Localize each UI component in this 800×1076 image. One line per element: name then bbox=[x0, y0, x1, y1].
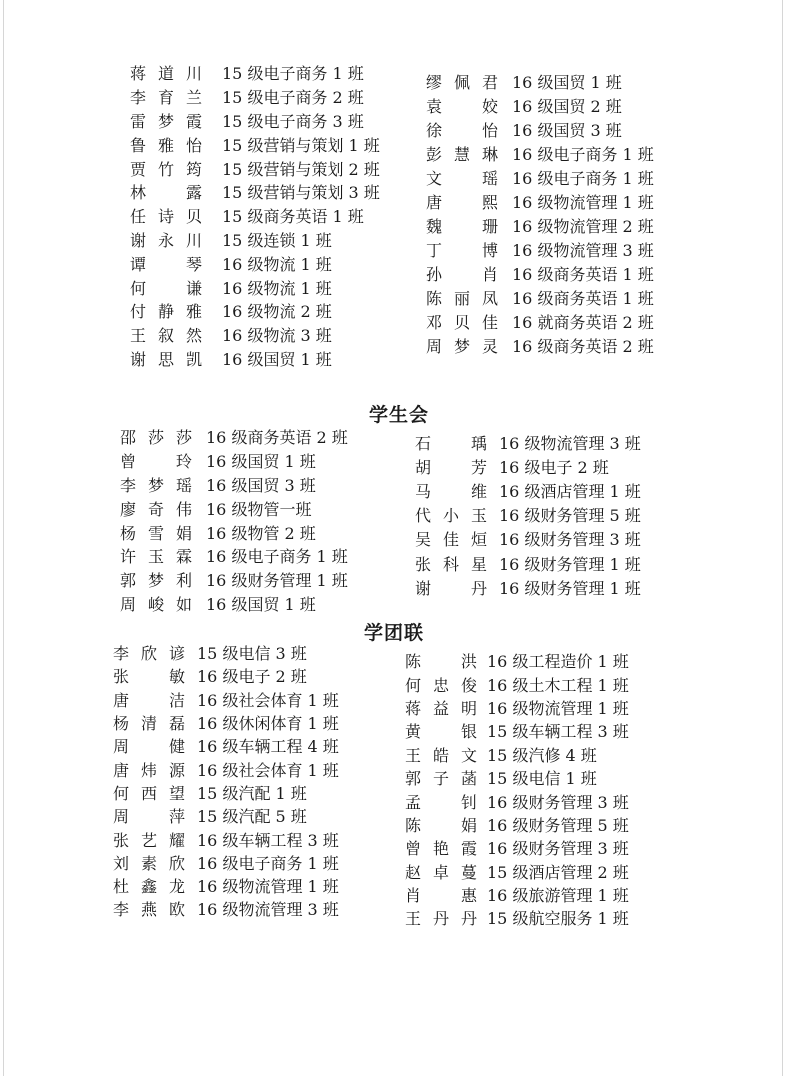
class-name: 15 级汽配 5 班 bbox=[197, 807, 307, 827]
student-name: 肖 惠 bbox=[405, 886, 477, 906]
student-name: 徐 怡 bbox=[426, 120, 498, 140]
class-name: 16 级物流管理 3 班 bbox=[512, 240, 654, 260]
student-name: 谢思凯 bbox=[130, 349, 202, 369]
class-name: 16 级工程造价 1 班 bbox=[487, 652, 629, 672]
scan-edge-right bbox=[782, 0, 783, 1076]
class-name: 16 级土木工程 1 班 bbox=[487, 675, 629, 695]
student-name: 孟 钊 bbox=[405, 792, 477, 812]
class-name: 15 级商务英语 1 班 bbox=[222, 207, 364, 227]
roster-row bbox=[426, 237, 654, 261]
roster-row bbox=[113, 641, 339, 664]
student-name: 邓贝佳 bbox=[426, 312, 498, 332]
class-name: 15 级连锁 1 班 bbox=[222, 230, 332, 250]
roster-row bbox=[130, 204, 380, 228]
class-name: 16 就商务英语 2 班 bbox=[512, 312, 654, 332]
student-name: 林 露 bbox=[130, 183, 202, 203]
student-name: 胡 芳 bbox=[415, 457, 487, 477]
roster-row bbox=[405, 836, 629, 859]
roster-row bbox=[426, 117, 654, 141]
section3-right-column bbox=[405, 649, 629, 930]
class-name: 15 级电子商务 1 班 bbox=[222, 64, 364, 84]
student-name: 陈丽凤 bbox=[426, 288, 498, 308]
section-title-student-union: 学生会 bbox=[369, 404, 430, 426]
student-name: 赵卓蔓 bbox=[405, 862, 477, 882]
student-name: 何 谦 bbox=[130, 278, 202, 298]
roster-row bbox=[405, 860, 629, 883]
class-name: 15 级车辆工程 3 班 bbox=[487, 722, 629, 742]
class-name: 16 级电子商务 1 班 bbox=[512, 144, 654, 164]
class-name: 16 级财务管理 1 班 bbox=[206, 571, 348, 591]
class-name: 15 级电信 1 班 bbox=[487, 769, 597, 789]
roster-row bbox=[130, 132, 380, 156]
class-name: 16 级财务管理 5 班 bbox=[487, 815, 629, 835]
roster-row bbox=[130, 85, 380, 109]
roster-row bbox=[405, 696, 629, 719]
roster-row bbox=[113, 827, 339, 850]
roster-row bbox=[130, 156, 380, 180]
class-name: 16 级物流管理 2 班 bbox=[512, 216, 654, 236]
student-name: 谢永川 bbox=[130, 230, 202, 250]
student-name: 张 敏 bbox=[113, 667, 185, 687]
roster-row bbox=[415, 454, 641, 478]
class-name: 16 级财务管理 1 班 bbox=[499, 578, 641, 598]
roster-row bbox=[130, 299, 380, 323]
class-name: 16 级电子 2 班 bbox=[499, 457, 609, 477]
student-name: 蒋道川 bbox=[130, 64, 202, 84]
student-name: 何西望 bbox=[113, 783, 185, 803]
student-name: 谭 琴 bbox=[130, 254, 202, 274]
class-name: 15 级营销与策划 3 班 bbox=[222, 183, 380, 203]
roster-row bbox=[426, 333, 654, 357]
student-name: 周峻如 bbox=[120, 594, 192, 614]
class-name: 15 级航空服务 1 班 bbox=[487, 909, 629, 929]
student-name: 周 萍 bbox=[113, 807, 185, 827]
class-name: 16 级国贸 1 班 bbox=[512, 72, 622, 92]
student-name: 谢 丹 bbox=[415, 578, 487, 598]
roster-row bbox=[113, 664, 339, 687]
roster-row bbox=[405, 719, 629, 742]
student-name: 周梦灵 bbox=[426, 336, 498, 356]
student-name: 雷梦霞 bbox=[130, 111, 202, 131]
roster-row bbox=[130, 109, 380, 133]
student-name: 蒋益明 bbox=[405, 698, 477, 718]
roster-row bbox=[120, 544, 348, 568]
roster-row bbox=[130, 61, 380, 85]
class-name: 16 级旅游管理 1 班 bbox=[487, 886, 629, 906]
roster-row bbox=[130, 275, 380, 299]
student-name: 李育兰 bbox=[130, 88, 202, 108]
student-name: 唐炜源 bbox=[113, 760, 185, 780]
roster-row bbox=[130, 228, 380, 252]
class-name: 16 级物流 2 班 bbox=[222, 302, 332, 322]
student-name: 鲁雅怡 bbox=[130, 135, 202, 155]
student-name: 唐 熙 bbox=[426, 192, 498, 212]
student-name: 陈 洪 bbox=[405, 652, 477, 672]
class-name: 16 级休闲体育 1 班 bbox=[197, 714, 339, 734]
class-name: 16 级物流 1 班 bbox=[222, 278, 332, 298]
roster-row bbox=[415, 527, 641, 551]
class-name: 16 级电子商务 1 班 bbox=[206, 547, 348, 567]
student-name: 张科星 bbox=[415, 554, 487, 574]
student-name: 李梦瑶 bbox=[120, 475, 192, 495]
roster-row bbox=[426, 285, 654, 309]
student-name: 唐 洁 bbox=[113, 690, 185, 710]
class-name: 15 级电信 3 班 bbox=[197, 644, 307, 664]
student-name: 杜鑫龙 bbox=[113, 877, 185, 897]
student-name: 邵莎莎 bbox=[120, 428, 192, 448]
class-name: 16 级国贸 3 班 bbox=[206, 475, 316, 495]
student-name: 杨清磊 bbox=[113, 714, 185, 734]
student-name: 李欣谚 bbox=[113, 644, 185, 664]
class-name: 15 级电子商务 3 班 bbox=[222, 111, 364, 131]
roster-row bbox=[113, 874, 339, 897]
roster-row bbox=[113, 804, 339, 827]
student-name: 陈 娟 bbox=[405, 815, 477, 835]
class-name: 16 级电子商务 1 班 bbox=[512, 168, 654, 188]
roster-row bbox=[426, 141, 654, 165]
class-name: 15 级汽配 1 班 bbox=[197, 783, 307, 803]
class-name: 16 级物流管理 1 班 bbox=[487, 698, 629, 718]
section2-right-column bbox=[415, 430, 641, 599]
section1-left-column bbox=[130, 61, 380, 370]
student-name: 孙 肖 bbox=[426, 264, 498, 284]
roster-row bbox=[415, 551, 641, 575]
student-name: 杨雪娟 bbox=[120, 523, 192, 543]
roster-row bbox=[405, 883, 629, 906]
roster-row bbox=[405, 789, 629, 812]
class-name: 16 级物管 2 班 bbox=[206, 523, 316, 543]
class-name: 16 级物流管理 1 班 bbox=[197, 877, 339, 897]
roster-row bbox=[426, 69, 654, 93]
roster-row bbox=[130, 180, 380, 204]
class-name: 16 级国贸 1 班 bbox=[206, 452, 316, 472]
class-name: 16 级国贸 3 班 bbox=[512, 120, 622, 140]
class-name: 15 级汽修 4 班 bbox=[487, 745, 597, 765]
roster-row bbox=[405, 906, 629, 929]
roster-row bbox=[113, 734, 339, 757]
student-name: 缪佩君 bbox=[426, 72, 498, 92]
class-name: 16 级财务管理 3 班 bbox=[499, 530, 641, 550]
class-name: 16 级财务管理 3 班 bbox=[487, 839, 629, 859]
student-name: 何忠俊 bbox=[405, 675, 477, 695]
student-name: 李燕欧 bbox=[113, 900, 185, 920]
student-name: 许玉霖 bbox=[120, 547, 192, 567]
roster-row bbox=[405, 813, 629, 836]
class-name: 15 级电子商务 2 班 bbox=[222, 88, 364, 108]
roster-row bbox=[120, 496, 348, 520]
student-name: 付静雅 bbox=[130, 302, 202, 322]
class-name: 16 级商务英语 2 班 bbox=[512, 336, 654, 356]
student-name: 袁 姣 bbox=[426, 96, 498, 116]
class-name: 16 级社会体育 1 班 bbox=[197, 690, 339, 710]
scan-edge-left bbox=[3, 0, 4, 1076]
roster-row bbox=[113, 781, 339, 804]
roster-row bbox=[130, 323, 380, 347]
roster-row bbox=[120, 473, 348, 497]
roster-row bbox=[113, 897, 339, 920]
roster-row bbox=[426, 261, 654, 285]
roster-row bbox=[113, 688, 339, 711]
class-name: 16 级国贸 1 班 bbox=[222, 349, 332, 369]
class-name: 16 级物流 3 班 bbox=[222, 326, 332, 346]
roster-row bbox=[415, 430, 641, 454]
section2-left-column bbox=[120, 425, 348, 615]
class-name: 16 级国贸 2 班 bbox=[512, 96, 622, 116]
class-name: 16 级物流管理 3 班 bbox=[197, 900, 339, 920]
student-name: 马 维 bbox=[415, 481, 487, 501]
class-name: 16 级商务英语 2 班 bbox=[206, 428, 348, 448]
roster-row bbox=[113, 757, 339, 780]
roster-row bbox=[426, 189, 654, 213]
class-name: 16 级物流管理 3 班 bbox=[499, 433, 641, 453]
class-name: 16 级财务管理 1 班 bbox=[499, 554, 641, 574]
student-name: 刘素欣 bbox=[113, 853, 185, 873]
class-name: 16 级车辆工程 4 班 bbox=[197, 737, 339, 757]
section1-right-column bbox=[426, 69, 654, 357]
class-name: 16 级财务管理 5 班 bbox=[499, 506, 641, 526]
student-name: 任诗贝 bbox=[130, 207, 202, 227]
roster-row bbox=[405, 649, 629, 672]
roster-row bbox=[426, 93, 654, 117]
student-name: 彭慧琳 bbox=[426, 144, 498, 164]
class-name: 16 级电子 2 班 bbox=[197, 667, 307, 687]
class-name: 16 级酒店管理 1 班 bbox=[499, 481, 641, 501]
student-name: 石 瑀 bbox=[415, 433, 487, 453]
roster-row bbox=[130, 251, 380, 275]
class-name: 16 级电子商务 1 班 bbox=[197, 853, 339, 873]
roster-row bbox=[120, 592, 348, 616]
student-name: 曾 玲 bbox=[120, 452, 192, 472]
section3-left-column bbox=[113, 641, 339, 921]
student-name: 丁 博 bbox=[426, 240, 498, 260]
class-name: 15 级酒店管理 2 班 bbox=[487, 862, 629, 882]
roster-row bbox=[113, 851, 339, 874]
student-name: 曾艳霞 bbox=[405, 839, 477, 859]
class-name: 15 级营销与策划 2 班 bbox=[222, 159, 380, 179]
student-name: 王叙然 bbox=[130, 326, 202, 346]
class-name: 16 级社会体育 1 班 bbox=[197, 760, 339, 780]
section-title-student-league: 学团联 bbox=[364, 622, 425, 644]
student-name: 廖奇伟 bbox=[120, 499, 192, 519]
student-name: 吴佳烜 bbox=[415, 530, 487, 550]
class-name: 16 级物流 1 班 bbox=[222, 254, 332, 274]
student-name: 王丹丹 bbox=[405, 909, 477, 929]
class-name: 16 级财务管理 3 班 bbox=[487, 792, 629, 812]
student-name: 魏 珊 bbox=[426, 216, 498, 236]
roster-row bbox=[405, 766, 629, 789]
student-name: 郭梦利 bbox=[120, 571, 192, 591]
roster-row bbox=[415, 503, 641, 527]
student-name: 代小玉 bbox=[415, 506, 487, 526]
roster-row bbox=[426, 213, 654, 237]
roster-row bbox=[426, 309, 654, 333]
roster-row bbox=[426, 165, 654, 189]
class-name: 16 级物流管理 1 班 bbox=[512, 192, 654, 212]
class-name: 16 级商务英语 1 班 bbox=[512, 288, 654, 308]
class-name: 16 级国贸 1 班 bbox=[206, 594, 316, 614]
roster-row bbox=[405, 672, 629, 695]
roster-row bbox=[120, 425, 348, 449]
student-name: 王皓文 bbox=[405, 745, 477, 765]
student-name: 黄 银 bbox=[405, 722, 477, 742]
student-name: 贾竹筠 bbox=[130, 159, 202, 179]
roster-row bbox=[415, 575, 641, 599]
student-name: 周 健 bbox=[113, 737, 185, 757]
student-name: 张艺耀 bbox=[113, 830, 185, 850]
roster-row bbox=[415, 478, 641, 502]
class-name: 16 级物管一班 bbox=[206, 499, 312, 519]
roster-row bbox=[113, 711, 339, 734]
student-name: 郭子菡 bbox=[405, 769, 477, 789]
roster-row bbox=[130, 347, 380, 371]
roster-row bbox=[120, 520, 348, 544]
class-name: 16 级车辆工程 3 班 bbox=[197, 830, 339, 850]
student-name: 文 瑶 bbox=[426, 168, 498, 188]
roster-row bbox=[405, 743, 629, 766]
class-name: 15 级营销与策划 1 班 bbox=[222, 135, 380, 155]
roster-row bbox=[120, 568, 348, 592]
class-name: 16 级商务英语 1 班 bbox=[512, 264, 654, 284]
roster-row bbox=[120, 449, 348, 473]
